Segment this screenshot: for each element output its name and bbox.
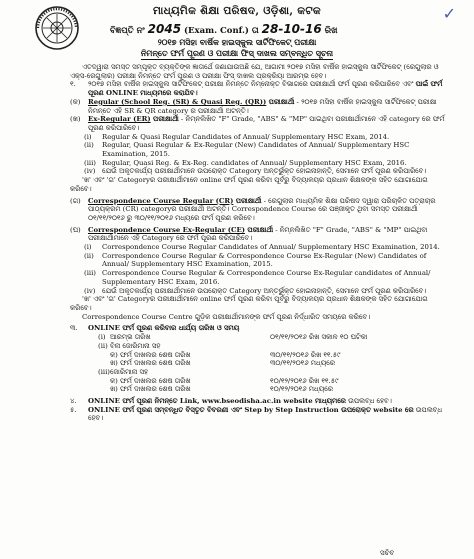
item-1-number: ୧. — [70, 80, 76, 89]
subject-line-1: ୨୦୧୭ ମସିହା ବାର୍ଷିକ ହାଇସ୍କୁଲ ସାର୍ଟିଫିକେଟ୍ ପରୀକ୍ଷା — [157, 37, 317, 47]
list-key: (iii) — [84, 269, 96, 278]
board-title: ମାଧ୍ୟମିକ ଶିକ୍ଷା ପରିଷଦ, ଓଡ଼ିଶା, କଟକ — [153, 5, 321, 17]
notice-body — [70, 63, 446, 423]
item-1-text-a: ୨୦୧୭ ମସିହା ବାର୍ଷିକ ହାଇସ୍କୁଲ ସାର୍ଟିଫିକେଟ୍ ପରୀକ୍ଷା ନିମନ୍ତେ ନିମ୍ନୋକ୍ତ ବିଭାଗରେ ପରୀକ୍ଷାର୍ଥୀ ଫର୍ମ ପୂରଣ କରିପାରିବେ ଏବଂ — [88, 80, 414, 89]
item-3 — [70, 324, 446, 333]
item-b-text — [88, 115, 446, 132]
item-c-label: ପରୀକ୍ଷାର୍ଥୀ — [233, 196, 262, 205]
date-row-label: ଆରମ୍ଭ ତାରିଖ — [110, 333, 151, 342]
item-d-note-2: Correspondence Course Centre ଗୁଡ଼ିକ ପରୀକ୍ଷାର୍ଥୀମାନଙ୍କ ଫର୍ମ ପୂରଣ ନିର୍ଦ୍ଧାରିତ ସମୟରେ କରିବେ। — [82, 312, 371, 321]
item-d-body: - ନିମ୍ନଲିଖିତ "F" Grade, "ABS" & "MP" ପାଇଥିବା ପରୀକ୍ଷାର୍ଥୀମାନେ ଏହି Category ରେ ଫର୍ମ ପୂରଣ କରିପାରିବେ। — [88, 225, 428, 243]
item-3-number: ୩. — [70, 324, 78, 333]
item-5-text — [88, 406, 446, 423]
date-row-key: (i) — [98, 333, 106, 342]
date-row-value — [270, 368, 446, 377]
date-row — [70, 368, 446, 377]
list-text: ଯେଉଁ ଅକୃତକାର୍ଯ୍ୟ ପରୀକ୍ଷାର୍ଥୀମାନେ ଉପରୋକ୍ତ Category ଅନ୍ତର୍ଭୁକ୍ତ ହୋଇନାହାନ୍ତି, ସେମାନେ ଫର୍ମ ପୂରଣ କରିପାରିବେ। — [102, 167, 427, 176]
signature: ସଚିବ — [380, 549, 395, 557]
item-d-note-1: 'ଖ' ଏବଂ 'ଗ' Categoryର ପରୀକ୍ଷାର୍ଥୀମାନେ online ଫର୍ମ ପୂରଣ କରିବା ପୂର୍ବରୁ ବିଦ୍ୟାଳୟର ପ୍ରଧାନ ଶିକ୍ଷକଙ୍କ ସହିତ ଯୋଗାଯୋଗ କରିବେ। — [70, 295, 428, 312]
item-1-text-b: ପାଇଁ ଫର୍ମ ପୂରଣ ONLINE ମାଧ୍ୟମରେ କରାଯିବ। — [88, 80, 443, 98]
item-c — [70, 197, 446, 223]
intro-paragraph: ଏତଦ୍ୱାରା ସମସ୍ତ ସମ୍ପୃକ୍ତ ବ୍ୟକ୍ତିଙ୍କ ଜ୍ଞାତାର୍ଥେ ଜଣାଯାଉଅଛି ଯେ, ଆଗାମୀ ୨୦୧୭ ମସିହା ବାର୍ଷିକ ହାଇସ୍କୁଲ ସାର୍ଟିଫିକେଟ୍ (ରେଗୁଲାର ଓ ଏକ୍ସ-ରେଗୁଲାର) ପରୀକ୍ଷା ନିମନ୍ତେ ଫର୍ମ ପୂରଣ ଓ ପରୀକ୍ଷା ଫିସ୍ ଦାଖଲ ପ୍ରକ୍ରିୟା ଆରମ୍ଭ ହେବ। — [70, 63, 439, 80]
item-d — [70, 226, 446, 243]
item-d-key: (ଘ) — [70, 225, 81, 234]
date-row-value: ୧୦/୧୨/୨୦୧୬ ମଧ୍ୟରେ — [270, 385, 333, 394]
date-row-value: ୦୧/୧୧/୨୦୧୬ ରିଖ ସକାଳ ୧୦ ଘଟିକା — [270, 333, 368, 342]
ref-date: 28-10-16 — [261, 22, 322, 36]
list-key: (i) — [84, 132, 92, 141]
item-d-text — [88, 226, 446, 243]
list-text: Regular & Quasi Regular Candidates of Annual/ Supplementary HSC Exam, 2014. — [102, 132, 390, 141]
item-d-title: Correspondence Course Ex-Regular (CE) — [88, 225, 246, 234]
item-b-title: Ex-Regular (ER) — [88, 115, 151, 124]
list-text: Correspondence Course Regular Candidates of Annual/ Supplementary HSC Examination, 2014. — [102, 243, 440, 252]
item-5 — [70, 406, 446, 423]
item-a-title: Regular (School Reg. (SR) & Quasi Reg. (QR)) — [88, 97, 267, 106]
list-item — [70, 269, 446, 286]
date-row-value: ୩୦/୧୧/୨୦୧୬ ରିଖ ୧୧.୫୯ — [270, 350, 341, 359]
list-key: (i) — [84, 243, 92, 252]
date-row-label: ଖ) ଫର୍ମ ଦାଖଲର ଶେଷ ତାରିଖ — [110, 359, 191, 368]
date-row-value: ୩୦/୧୧/୨୦୧୬ ମଧ୍ୟରେ — [270, 359, 335, 368]
list-item — [70, 287, 446, 296]
date-row-label: କ) ଫର୍ମ ଦାଖଲର ଶେଷ ତାରିଖ — [110, 376, 191, 385]
list-text: Regular, Quasi Reg. & Ex-Reg. candidates of Annual/ Supplementary HSC Exam, 2016. — [102, 158, 407, 167]
date-row-label: ଜୋରିମାନା ସହ — [110, 367, 148, 376]
list-key: (ii) — [84, 141, 94, 150]
reference-line — [110, 22, 337, 36]
date-row — [70, 342, 446, 351]
list-key: (iii) — [84, 158, 96, 167]
ref-suffix: ରିଖ — [324, 26, 338, 36]
list-key: (ii) — [84, 251, 94, 260]
date-row-value: ୧୦/୧୨/୨୦୧୬ ରିଖ ୧୧.୫୯ — [270, 376, 339, 385]
ref-prefix: ବିଜ୍ଞପ୍ତି ନଂ — [110, 26, 145, 36]
list-item — [70, 133, 446, 142]
item-5-text-b: ଉପଲବ୍ଧ ହେବ। — [88, 405, 443, 423]
date-row — [70, 385, 446, 394]
item-3-title: ONLINE ଫର୍ମ ପୂରଣ କରିବାର ଧାର୍ଯ୍ୟ ତାରିଖ ଓ ସମୟ — [88, 324, 240, 333]
date-row-key — [98, 377, 110, 386]
list-text: Correspondence Course Regular & Correspondence Course Ex-Regular candidates of Annual/ Supplementary HSC Exam, 2016. — [102, 269, 431, 286]
date-row-key — [98, 359, 110, 368]
date-row — [70, 359, 446, 368]
date-row-key — [98, 351, 110, 360]
item-d-label: ପରୀକ୍ଷାର୍ଥୀ — [245, 225, 274, 234]
item-b-key: (ଖ) — [70, 115, 81, 124]
item-4-text-b: ଉପଲବ୍ଧ ହେବ। — [348, 397, 392, 406]
list-item — [70, 141, 446, 158]
item-5-number: ୫. — [70, 405, 77, 414]
date-row-label: କ) ଫର୍ମ ଦାଖଲର ଶେଷ ତାରିଖ — [110, 350, 191, 359]
item-a — [70, 98, 446, 115]
item-1 — [70, 80, 446, 97]
list-key: (iv) — [84, 167, 96, 176]
date-row-key: (iii) — [98, 367, 110, 376]
item-c-body: - ରେଗୁଲାର ମାଧ୍ୟମିକ ଶିକ୍ଷା ପରିଷଦ ଦ୍ୱାରା ପରିଚାଳିତ ପତ୍ରାଚାର ପାଠ୍ୟକ୍ରମ (CR) categoryର ପରୀକ୍ଷାର୍ଥୀ ଅଟନ୍ତି। Correspondence Course ରେ ପଞ୍ଜୀକୃତ ଥିବା ସମସ୍ତ ପରୀକ୍ଷାର୍ଥୀ ୦୧/୧୧/୨୦୧୬ ରୁ ୩୦/୧୧/୨୦୧୬ ମଧ୍ୟରେ ଫର୍ମ ପୂରଣ କରିବେ। — [88, 196, 436, 222]
subject-line-2-text: ନିମନ୍ତେ ଫର୍ମ ପୂରଣ ଓ ପରୀକ୍ଷା ଫିସ୍ ଦାଖଲ ସମ୍ବନ୍ଧିତ ସୂଚନା — [140, 48, 334, 58]
list-item — [70, 167, 446, 176]
item-a-key: (କ) — [70, 97, 81, 106]
item-4-number: ୪. — [70, 397, 77, 406]
check-mark: ✓ — [442, 4, 456, 23]
list-text: Correspondence Course Regular & Correspondence Course Ex-Regular (New) Candidates of Annual/ Supplementary HSC Examination, 2015. — [102, 251, 427, 269]
date-row-key — [98, 385, 110, 394]
item-c-title: Correspondence Course Regular (CR) — [88, 196, 234, 205]
date-row-label: ବିନା ଜୋରିମାନା ସହ — [110, 341, 161, 350]
item-b-body: - ନିମ୍ନଲିଖିତ "F" Grade, "ABS" & "MP" ପାଇଥିବା ପରୀକ୍ଷାର୍ଥୀମାନେ ଏହି category ରେ ଫର୍ମ ପୂରଣ କରିପାରିବେ। — [88, 115, 445, 132]
date-row — [70, 351, 446, 360]
date-row-label: ଖ) ଫର୍ମ ଦାଖଲର ଶେଷ ତାରିଖ — [110, 385, 191, 394]
item-4-text — [88, 397, 392, 406]
item-c-key: (ଗ) — [70, 196, 81, 205]
item-c-text — [88, 197, 446, 223]
item-1-text — [88, 80, 446, 97]
date-row — [70, 333, 446, 342]
item-a-body: - ୨୦୧୭ ମସିହା ବାର୍ଷିକ ହାଇସ୍କୁଲ ସାର୍ଟିଫିକେଟ୍ ପରୀକ୍ଷା ନିମନ୍ତେ ଏହି SR & QR category ର ପରୀକ୍ଷାର୍ଥୀ ଅଟନ୍ତି। — [88, 97, 437, 115]
date-row-value — [270, 342, 446, 351]
item-a-text — [88, 98, 446, 115]
ref-number: 2045 — [147, 22, 182, 36]
list-item — [70, 243, 446, 252]
item-4 — [70, 397, 446, 406]
item-a-label: ପରୀକ୍ଷାର୍ଥୀ — [266, 97, 295, 106]
date-row-key: (ii) — [98, 341, 108, 350]
item-4-text-a: ONLINE ଫର୍ମ ପୂରଣ ନିମନ୍ତେ Link, www.bseodisha.ac.in website ମାଧ୍ୟମରେ — [88, 397, 346, 406]
item-b — [70, 115, 446, 132]
item-b-label: ପରୀକ୍ଷାର୍ଥୀ — [150, 115, 179, 124]
list-text: Regular, Quasi Regular & Ex-Regular (New) Candidates of Annual/ Supplementary HSC Examination, 2015. — [102, 141, 410, 159]
date-row — [70, 377, 446, 386]
item-b-note: 'ଖ' ଏବଂ 'ଗ' Categoryର ପରୀକ୍ଷାର୍ଥୀମାନେ online ଫର୍ମ ପୂରଣ କରିବା ପୂର୍ବରୁ ବିଦ୍ୟାଳୟର ପ୍ରଧାନ ଶିକ୍ଷକଙ୍କ ସହିତ ଯୋଗାଯୋଗ କରିବେ। — [70, 176, 428, 193]
list-text: ଯେଉଁ ଅକୃତକାର୍ଯ୍ୟ ପରୀକ୍ଷାର୍ଥୀମାନେ ଉପରୋକ୍ତ Category ଅନ୍ତର୍ଭୁକ୍ତ ହୋଇନାହାନ୍ତି, ସେମାନେ ଫର୍ମ ପୂରଣ କରିପାରିବେ। — [102, 286, 427, 295]
subject-line-2 — [0, 48, 474, 59]
list-item — [70, 252, 446, 269]
ref-mid: (Exam. Conf.) ତା — [184, 26, 259, 36]
list-key: (iv) — [84, 286, 96, 295]
item-5-text-a: ONLINE ଫର୍ମ ପୂରଣ ସମ୍ବନ୍ଧିତ ବିସ୍ତୃତ ବିବରଣୀ ଏବଂ Step by Step Instruction ଉପରୋକ୍ତ website ରେ — [88, 405, 414, 414]
